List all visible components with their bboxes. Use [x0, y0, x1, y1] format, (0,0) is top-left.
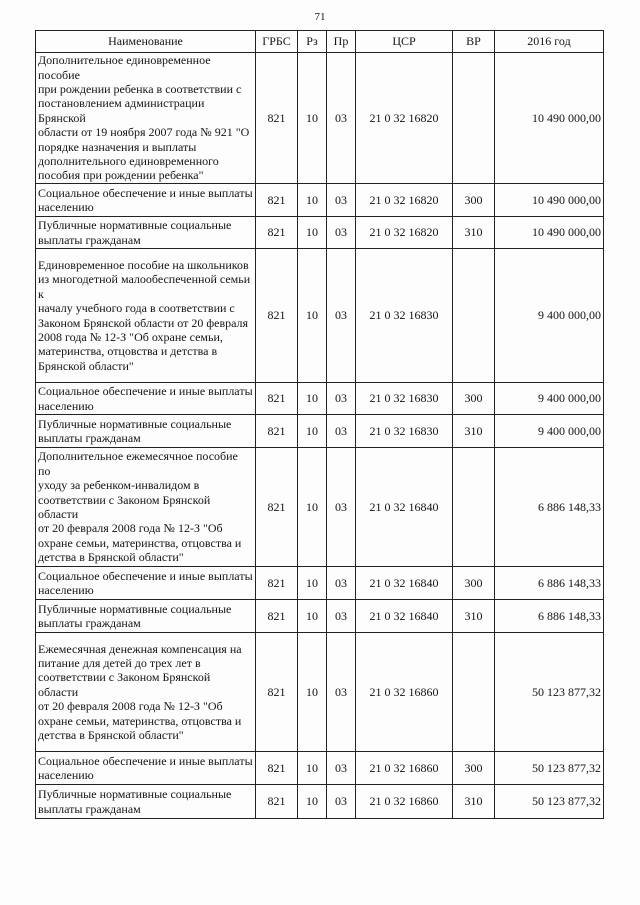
- row-csr: 21 0 32 16840: [356, 448, 453, 567]
- table-row: [36, 217, 604, 249]
- row-grbs: 821: [256, 785, 298, 819]
- row-pr: 03: [327, 448, 356, 567]
- row-rz: 10: [298, 249, 327, 383]
- table-row: [36, 752, 604, 785]
- row-amount: 50 123 877,32: [495, 785, 604, 819]
- row-pr: 03: [327, 217, 356, 249]
- row-grbs: 821: [256, 567, 298, 600]
- row-vr: [453, 249, 495, 383]
- row-grbs: 821: [256, 633, 298, 752]
- row-amount: 50 123 877,32: [495, 752, 604, 785]
- row-amount: 6 886 148,33: [495, 448, 604, 567]
- table-row: [36, 249, 604, 383]
- row-pr: 03: [327, 383, 356, 415]
- row-grbs: 821: [256, 448, 298, 567]
- row-amount: 6 886 148,33: [495, 567, 604, 600]
- row-name: Социальное обеспечение и иные выплаты населению: [36, 752, 256, 785]
- row-name: Публичные нормативные социальные выплаты гражданам: [36, 785, 256, 819]
- row-grbs: 821: [256, 53, 298, 184]
- header-amount: 2016 год: [495, 31, 604, 53]
- row-vr: 310: [453, 785, 495, 819]
- row-rz: 10: [298, 383, 327, 415]
- row-vr: 300: [453, 752, 495, 785]
- row-pr: 03: [327, 633, 356, 752]
- row-amount: 10 490 000,00: [495, 217, 604, 249]
- row-grbs: 821: [256, 184, 298, 217]
- row-name: Социальное обеспечение и иные выплаты населению: [36, 567, 256, 600]
- header-vr: ВР: [453, 31, 495, 53]
- row-name: Публичные нормативные социальные выплаты гражданам: [36, 600, 256, 633]
- row-rz: 10: [298, 53, 327, 184]
- table-row: [36, 785, 604, 819]
- row-name: Социальное обеспечение и иные выплаты населению: [36, 383, 256, 415]
- row-csr: 21 0 32 16820: [356, 217, 453, 249]
- row-name: Ежемесячная денежная компенсация на питание для детей до трех лет в соответствии с Законом Брянской области от 20 февраля 2008 года № 12-З "Об охране семьи, материнства, отцовства и детства в Брянской области": [36, 633, 256, 752]
- row-vr: [453, 633, 495, 752]
- row-grbs: 821: [256, 415, 298, 448]
- row-amount: 6 886 148,33: [495, 600, 604, 633]
- row-csr: 21 0 32 16860: [356, 785, 453, 819]
- row-pr: 03: [327, 53, 356, 184]
- row-vr: 300: [453, 383, 495, 415]
- table-row: [36, 600, 604, 633]
- row-vr: [453, 53, 495, 184]
- row-csr: 21 0 32 16830: [356, 249, 453, 383]
- row-rz: 10: [298, 785, 327, 819]
- table-row: [36, 383, 604, 415]
- row-amount: 9 400 000,00: [495, 415, 604, 448]
- row-name: Публичные нормативные социальные выплаты гражданам: [36, 415, 256, 448]
- row-pr: 03: [327, 785, 356, 819]
- row-amount: 9 400 000,00: [495, 383, 604, 415]
- header-pr: Пр: [327, 31, 356, 53]
- table-row: [36, 448, 604, 567]
- row-csr: 21 0 32 16840: [356, 600, 453, 633]
- row-pr: 03: [327, 249, 356, 383]
- row-pr: 03: [327, 415, 356, 448]
- row-csr: 21 0 32 16860: [356, 752, 453, 785]
- table-row: [36, 567, 604, 600]
- row-rz: 10: [298, 633, 327, 752]
- row-rz: 10: [298, 415, 327, 448]
- row-vr: [453, 448, 495, 567]
- header-csr: ЦСР: [356, 31, 453, 53]
- row-csr: 21 0 32 16830: [356, 415, 453, 448]
- row-pr: 03: [327, 600, 356, 633]
- row-grbs: 821: [256, 383, 298, 415]
- row-grbs: 821: [256, 600, 298, 633]
- row-grbs: 821: [256, 752, 298, 785]
- row-grbs: 821: [256, 217, 298, 249]
- header-rz: Рз: [298, 31, 327, 53]
- row-vr: 310: [453, 217, 495, 249]
- row-rz: 10: [298, 217, 327, 249]
- row-name: Дополнительное ежемесячное пособие по уходу за ребенком-инвалидом в соответствии с Законом Брянской области от 20 февраля 2008 года № 12-З "Об охране семьи, материнства, отцовства и детства в Брянской области": [36, 448, 256, 567]
- row-pr: 03: [327, 184, 356, 217]
- table-row: [36, 184, 604, 217]
- budget-table: [35, 30, 604, 819]
- row-amount: 9 400 000,00: [495, 249, 604, 383]
- row-rz: 10: [298, 752, 327, 785]
- row-vr: 300: [453, 184, 495, 217]
- header-row: [36, 31, 604, 53]
- row-vr: 310: [453, 600, 495, 633]
- table-row: [36, 633, 604, 752]
- table-row: [36, 415, 604, 448]
- row-amount: 10 490 000,00: [495, 184, 604, 217]
- row-csr: 21 0 32 16840: [356, 567, 453, 600]
- page-number: 71: [314, 11, 326, 23]
- row-name: Единовременное пособие на школьников из многодетной малообеспеченной семьи к началу учебного года в соответствии с Законом Брянской области от 20 февраля 2008 года № 12-З "Об охране семьи, материнства, отцовства и детства в Брянской области": [36, 249, 256, 383]
- row-vr: 300: [453, 567, 495, 600]
- row-vr: 310: [453, 415, 495, 448]
- header-grbs: ГРБС: [256, 31, 298, 53]
- row-rz: 10: [298, 567, 327, 600]
- row-grbs: 821: [256, 249, 298, 383]
- table-row: [36, 53, 604, 184]
- row-rz: 10: [298, 184, 327, 217]
- row-rz: 10: [298, 448, 327, 567]
- row-rz: 10: [298, 600, 327, 633]
- row-csr: 21 0 32 16860: [356, 633, 453, 752]
- header-name: Наименование: [36, 31, 256, 53]
- row-csr: 21 0 32 16820: [356, 184, 453, 217]
- row-pr: 03: [327, 567, 356, 600]
- row-amount: 50 123 877,32: [495, 633, 604, 752]
- row-csr: 21 0 32 16830: [356, 383, 453, 415]
- row-csr: 21 0 32 16820: [356, 53, 453, 184]
- row-name: Публичные нормативные социальные выплаты гражданам: [36, 217, 256, 249]
- row-name: Социальное обеспечение и иные выплаты населению: [36, 184, 256, 217]
- row-pr: 03: [327, 752, 356, 785]
- row-amount: 10 490 000,00: [495, 53, 604, 184]
- row-name: Дополнительное единовременное пособие при рождении ребенка в соответствии с постановлением администрации Брянской области от 19 ноября 2007 года № 921 "О порядке назначения и выплаты дополнительного единовременного пособия при рождении ребенка": [36, 53, 256, 184]
